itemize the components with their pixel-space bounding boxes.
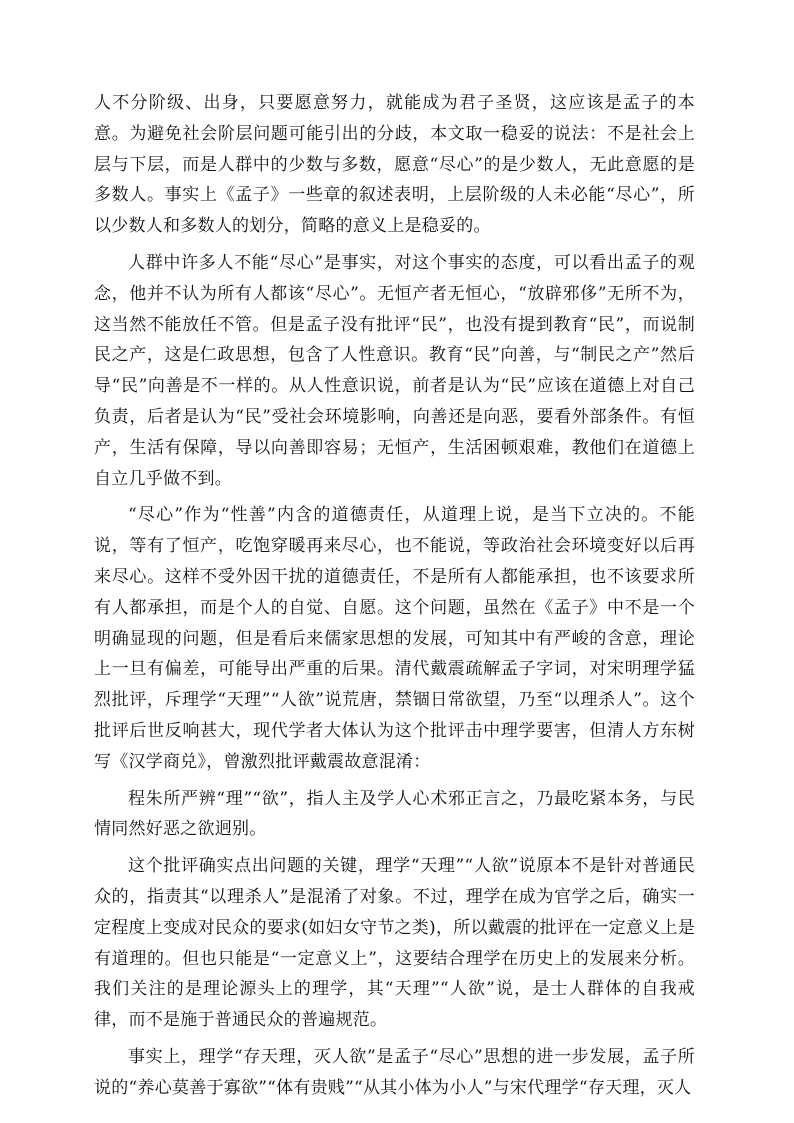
paragraph-2: 人群中许多人不能“尽心”是事实，对这个事实的态度，可以看出孟子的观念，他并不认为所有人都该“尽心”。无恒产者无恒心，“放辟邪侈”无所不为，这当然不能放任不管。但是孟子没有批评“民”，也没有提到教育“民”，而说制民之产，这是仁政思想，包含了人性意识。教育“民”向善，与“制民之产”然后导“民”向善是不一样的。从人性意识说，前者是认为“民”应该在道德上对自己负责，后者是认为“民”受社会环境影响，向善还是向恶，要看外部条件。有恒产，生活有保障，导以向善即容易；无恒产，生活困顿艰难，教他们在道德上自立几乎做不到。: [94, 252, 695, 489]
paragraph-5: 事实上，理学“存天理，灭人欲”是孟子“尽心”思想的进一步发展，孟子所说的“养心莫善于寡欲”“体有贵贱”“从其小体为小人”与宋代理学“存天理，灭人: [94, 1046, 695, 1098]
paragraph-3: “尽心”作为“性善”内含的道德责任，从道理上说，是当下立决的。不能说，等有了恒产，吃饱穿暖再来尽心，也不能说，等政治社会环境变好以后再来尽心。这样不受外因干扰的道德责任，不是所有人都能承担，也不该要求所有人都承担，而是个人的自觉、自愿。这个问题，虽然在《孟子》中不是一个明确显现的问题，但是看后来儒家思想的发展，可知其中有严峻的含意，理论上一旦有偏差，可能导出严重的后果。清代戴震疏解孟子字词，对宋明理学猛烈批评，斥理学“天理”“人欲”说荒唐，禁锢日常欲望，乃至“以理杀人”。这个批评后世反响甚大，现代学者大体认为这个批评击中理学要害，但清人方东树写《汉学商兑》，曾激烈批评戴震故意混淆：: [94, 505, 695, 772]
paragraph-4: 这个批评确实点出问题的关键，理学“天理”“人欲”说原本不是针对普通民众的，指责其“以理杀人”是混淆了对象。不过，理学在成为官学之后，确实一定程度上变成对民众的要求(如妇女守节之类)，所以戴震的批评在一定意义上是有道理的。但也只能是“一定意义上”，这要结合理学在历史上的发展来分析。我们关注的是理论源头上的理学，其“天理”“人欲”说，是士人群体的自我戒律，而不是施于普通民众的普遍规范。: [94, 856, 695, 1031]
body-text: [94, 88, 695, 1104]
paragraph-1: 人不分阶级、出身，只要愿意努力，就能成为君子圣贤，这应该是孟子的本意。为避免社会阶层问题可能引出的分歧，本文取一稳妥的说法：不是社会上层与下层，而是人群中的少数与多数，愿意“尽心”的是少数人，无此意愿的是多数人。事实上《孟子》一些章的叙述表明，上层阶级的人未必能“尽心”，所以少数人和多数人的划分，简略的意义上是稳妥的。: [94, 93, 695, 237]
block-quote: 程朱所严辨“理”“欲”，指人主及学人心术邪正言之，乃最吃紧本务，与民情同然好恶之欲迥别。: [94, 788, 695, 840]
